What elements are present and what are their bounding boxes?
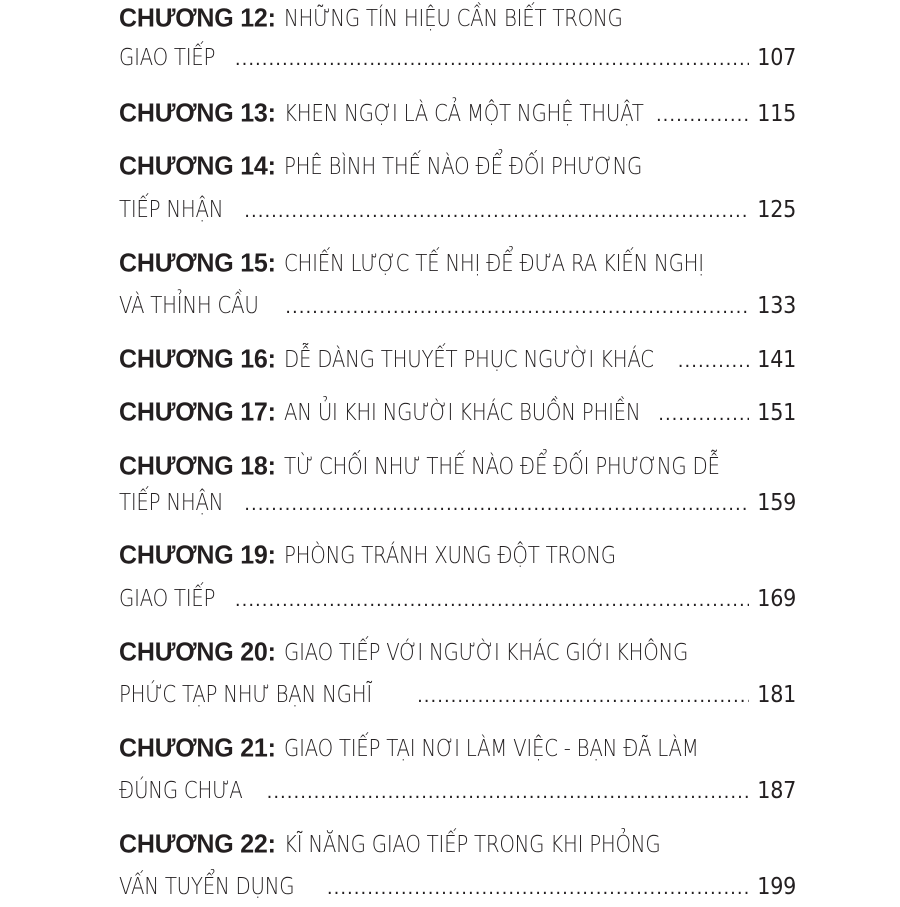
dot-leader (244, 197, 749, 227)
chapter-label: CHƯƠNG 19: (119, 540, 276, 570)
chapter-title: PHÊ BÌNH THẾ NÀO ĐỂ ĐỐI PHƯƠNG (283, 154, 642, 180)
page-number: 199 (757, 874, 796, 900)
chapter-title: AN ỦI KHI NGƯỜI KHÁC BUỒN PHIỀN (283, 400, 641, 426)
chapter-label: CHƯƠNG 15: (119, 248, 276, 278)
chapter-title: PHÒNG TRÁNH XUNG ĐỘT TRONG (283, 543, 616, 569)
toc-entry-14-line1 (119, 146, 796, 186)
toc-entry-15-line1 (119, 243, 796, 283)
chapter-title: GIAO TIẾP VỚI NGƯỜI KHÁC GIỚI KHÔNG (283, 640, 688, 666)
toc-entry-12-line2 (119, 38, 796, 78)
chapter-label: CHƯƠNG 14: (119, 151, 276, 181)
dot-leader (235, 45, 749, 75)
chapter-title: TỪ CHỐI NHƯ THẾ NÀO ĐỂ ĐỐI PHƯƠNG DỄ (283, 454, 720, 480)
toc-entry-22-line1 (119, 824, 796, 864)
page-number: 141 (757, 347, 796, 373)
chapter-title: KĨ NĂNG GIAO TIẾP TRONG KHI PHỎNG (283, 832, 661, 858)
toc-entry-16 (119, 339, 796, 379)
toc-entry-18-line1 (119, 446, 796, 486)
chapter-label: CHƯƠNG 20: (119, 637, 276, 667)
chapter-label: CHƯƠNG 16: (119, 344, 276, 374)
chapter-title-cont: TIẾP NHẬN (119, 197, 224, 223)
chapter-title-cont: PHỨC TẠP NHƯ BẠN NGHĨ (119, 682, 372, 708)
page-number: 151 (757, 400, 796, 426)
toc-entry-12-line1 (119, 0, 796, 38)
dot-leader (235, 586, 749, 616)
chapter-label: CHƯƠNG 18: (119, 451, 276, 481)
chapter-title-cont: GIAO TIẾP (119, 586, 216, 612)
toc-entry-19-line2 (119, 579, 796, 619)
toc-entry-21-line2 (119, 771, 796, 811)
page-number: 125 (757, 197, 796, 223)
page-number: 107 (757, 45, 796, 71)
toc-entry-22-line2 (119, 867, 796, 907)
dot-leader (417, 682, 749, 712)
dot-leader (285, 293, 749, 323)
page-number: 181 (757, 682, 796, 708)
chapter-title: DỄ DÀNG THUYẾT PHỤC NGƯỜI KHÁC (283, 347, 654, 373)
chapter-title-cont: GIAO TIẾP (119, 45, 216, 71)
toc-entry-20-line2 (119, 675, 796, 715)
chapter-title: GIAO TIẾP TẠI NƠI LÀM VIỆC - BẠN ĐÃ LÀM (283, 736, 699, 762)
chapter-title-cont: VÀ THỈNH CẦU (119, 293, 259, 319)
toc-entry-15-line2 (119, 286, 796, 326)
page-number: 115 (757, 101, 796, 127)
toc-entry-14-line2 (119, 190, 796, 230)
toc-entry-17 (119, 392, 796, 432)
chapter-title: CHIẾN LƯỢC TẾ NHỊ ĐỂ ĐƯA RA KIẾN NGHỊ (283, 251, 704, 277)
toc-entry-19-line1 (119, 535, 796, 575)
dot-leader (244, 490, 749, 520)
page-number: 133 (757, 293, 796, 319)
dot-leader (678, 347, 749, 377)
dot-leader (658, 400, 749, 430)
chapter-label: CHƯƠNG 13: (119, 98, 276, 128)
page-number: 169 (757, 586, 796, 612)
toc-entry-18-line2 (119, 483, 796, 523)
chapter-title-cont: ĐÚNG CHƯA (119, 778, 243, 804)
dot-leader (656, 101, 749, 131)
chapter-label: CHƯƠNG 21: (119, 733, 276, 763)
chapter-title: NHỮNG TÍN HIỆU CẦN BIẾT TRONG (283, 6, 623, 32)
toc-entry-13 (119, 93, 796, 133)
chapter-label: CHƯƠNG 17: (119, 397, 276, 427)
chapter-title-cont: VẤN TUYỂN DỤNG (119, 874, 295, 900)
page-number: 187 (757, 778, 796, 804)
chapter-label: CHƯƠNG 12: (119, 3, 276, 33)
dot-leader (267, 778, 749, 808)
chapter-label: CHƯƠNG 22: (119, 829, 276, 859)
toc-entry-21-line1 (119, 728, 796, 768)
page-number: 159 (757, 490, 796, 516)
chapter-title: KHEN NGỢI LÀ CẢ MỘT NGHỆ THUẬT (283, 101, 644, 127)
chapter-title-cont: TIẾP NHẬN (119, 490, 224, 516)
toc-entry-20-line1 (119, 632, 796, 672)
